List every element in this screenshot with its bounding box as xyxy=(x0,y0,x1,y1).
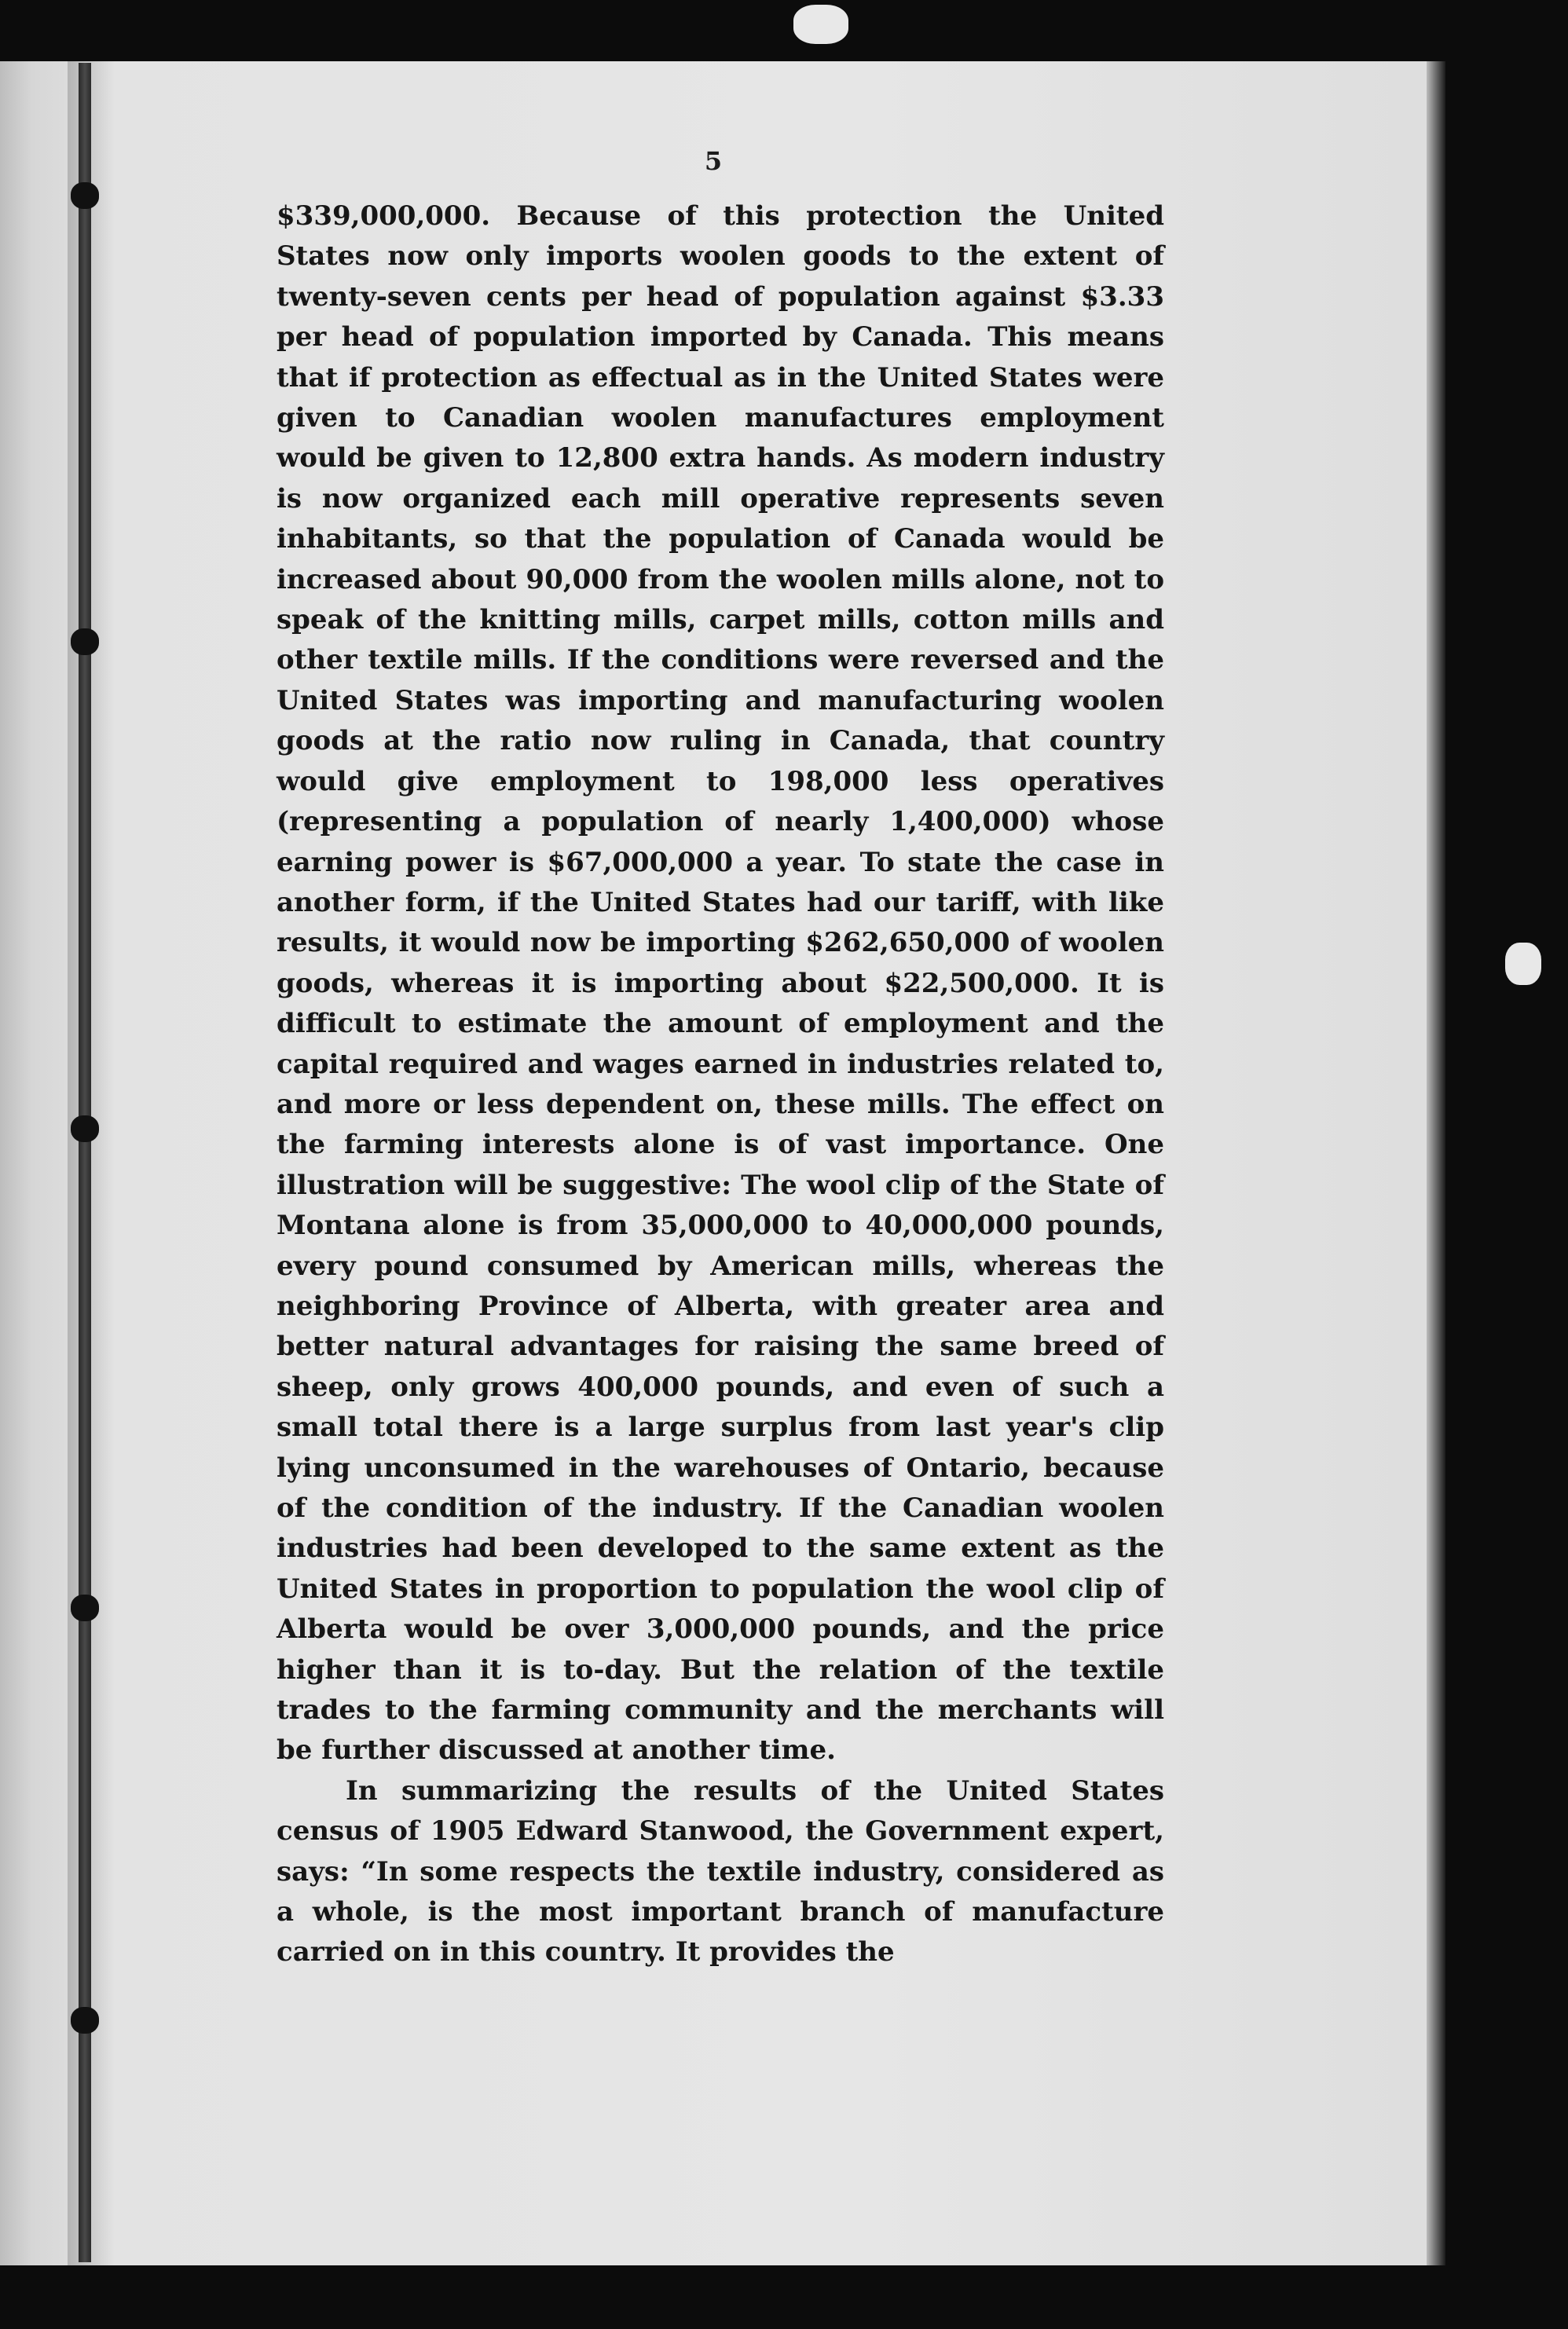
scan-blemish-top xyxy=(793,5,848,44)
binding-knot-1 xyxy=(71,182,99,209)
binding-knot-2 xyxy=(71,628,99,655)
page-edge-shadow xyxy=(1427,61,1445,2265)
binding-knot-4 xyxy=(71,1595,99,1621)
binding-knot-3 xyxy=(71,1115,99,1142)
binding-cord xyxy=(79,63,91,2262)
binding-shadow xyxy=(68,61,115,2265)
scan-blemish-right xyxy=(1505,943,1541,985)
paragraph-2: In summarizing the results of the United States census of 1905 Edward Stanwood, the Government expert, says: “In some respects the textile industry, considered as a whole, is the most important branch of manufacture carried on in this country. It provides the xyxy=(277,1774,1164,1968)
paragraph-1: $339,000,000. Because of this protection the United States now only imports woolen goods to the extent of twenty-seven cents per head of population against $3.33 per head of population imported by Canada. This means that if protection as effectual as in the United States were given to Canadian woolen manufactures employment would be given to 12,800 extra hands. As modern industry is now organized each mill operative represents seven inhabitants, so that the population of Canada would be increased about 90,000 from the woolen mills alone, not to speak of the knitting mills, carpet mills, cotton mills and other textile mills. If the conditions were reversed and the United States was importing and manufacturing woolen goods at the ratio now ruling in Canada, that country would give employment to 198,000 less operatives (representing a population of nearly 1,400,000) whose earning power is $67,000,000 a year. To state the case in another form, if the United States had our tariff, with like results, it would now be importing $262,650,000 of woolen goods, whereas it is importing about $22,500,000. It is difficult to estimate the amount of employment and the capital required and wages earned in industries related to, and more or less dependent on, these mills. The effect on the farming interests alone is of vast importance. One illustration will be suggestive: The wool clip of the State of Montana alone is from 35,000,000 to 40,000,000 pounds, every pound consumed by American mills, whereas the neighboring Province of Alberta, with greater area and better natural advantages for raising the same breed of sheep, only grows 400,000 pounds, and even of such a small total there is a large surplus from last year's clip lying unconsumed in the warehouses of Ontario, because of the condition of the industry. If the Canadian woolen industries had been developed to the same extent as the United States in proportion to population the wool clip of Alberta would be over 3,000,000 pounds, and the price higher than it is to-day. But the relation of the textile trades to the farming community and the merchants will be further discussed at another time. xyxy=(277,200,1164,1767)
page-number: 5 xyxy=(704,146,723,176)
body-text xyxy=(277,196,1164,1973)
binding-knot-5 xyxy=(71,2007,99,2034)
